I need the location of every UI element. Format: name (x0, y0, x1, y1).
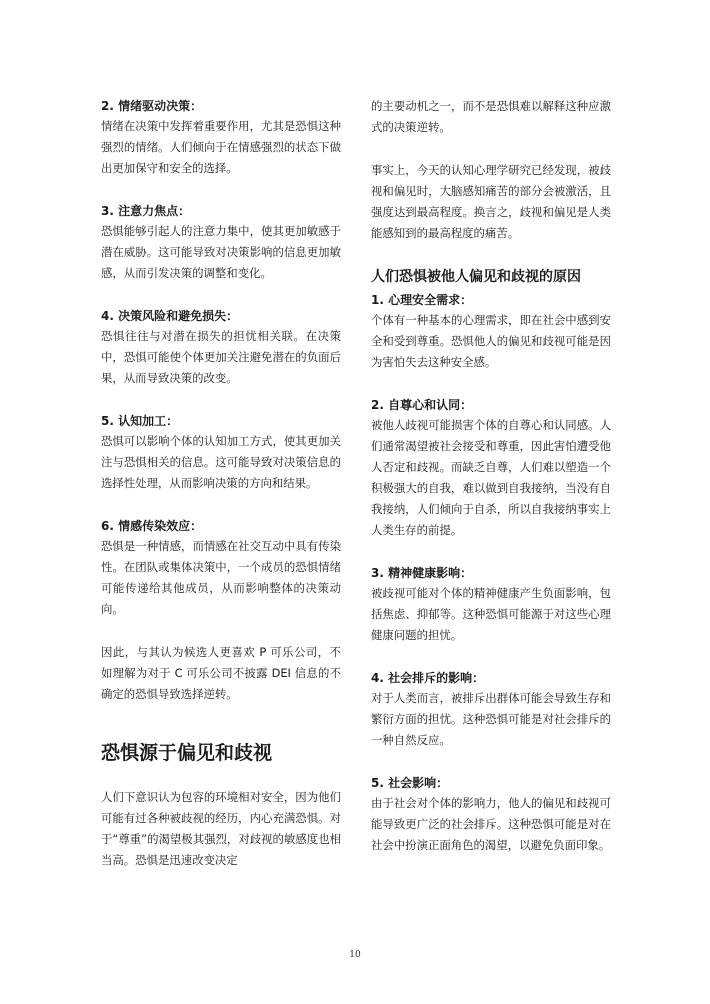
section-heading: 2. 自尊心和认同： (371, 398, 473, 412)
section-heading: 6. 情感传染效应： (101, 519, 203, 533)
section-heading: 1. 心理安全需求： (371, 293, 473, 307)
section-body: 被他人歧视可能损害个体的自尊心和认同感。人们通常渴望被社会接受和尊重，因此害怕遭受他人否定和歧视。而缺乏自尊，人们难以塑造一个积极强大的自我，难以做到自我接纳，当没有自我接纳，人们倾向于自杀，所以自我接纳事实上人类生存的前提。 (371, 418, 611, 537)
chapter-title: 恐惧源于偏见和歧视 (101, 742, 273, 764)
section-body: 恐惧能够引起人的注意力集中，使其更加敏感于潜在威胁。这可能导致对决策影响的信息更加敏感，从而引发决策的调整和变化。 (101, 224, 341, 280)
conclusion-paragraph: 因此，与其认为候选人更喜欢 P 可乐公司，不如理解为对于 C 可乐公司不披露 DEI 信息的不确定的恐惧导致选择逆转。 (101, 645, 341, 701)
right-column (371, 96, 611, 878)
section-cognitive-processing (101, 411, 341, 494)
section-self-esteem (371, 395, 611, 541)
page-number: 10 (349, 950, 361, 960)
section-social-influence (371, 773, 611, 856)
section-attention-focus (101, 201, 341, 284)
fact-paragraph: 事实上，今天的认知心理学研究已经发现，被歧视和偏见时，大脑感知痛苦的部分会被激活，且强度达到最高程度。换言之，歧视和偏见是人类能感知到的最高程度的痛苦。 (371, 163, 611, 240)
section-emotion-driven (101, 96, 341, 179)
continuation-paragraph: 的主要动机之一，而不是恐惧难以解释这种应激式的决策逆转。 (371, 99, 611, 134)
section-body: 对于人类而言，被排斥出群体可能会导致生存和繁衍方面的担忧。这种恐惧可能是对社会排斥的一种自然反应。 (371, 691, 611, 747)
section-body: 被歧视可能对个体的精神健康产生负面影响，包括焦虑、抑郁等。这种恐惧可能源于对这些心理健康问题的担忧。 (371, 586, 611, 642)
section-psychological-safety (371, 290, 611, 373)
section-risk-loss (101, 306, 341, 389)
section-heading: 3. 精神健康影响： (371, 566, 473, 580)
section-heading: 4. 决策风险和避免损失： (101, 309, 239, 323)
intro-paragraph: 人们下意识认为包容的环境相对安全，因为他们可能有过各种被歧视的经历，内心充满恐惧。对于“尊重”的渴望极其强烈，对歧视的敏感度也相当高。恐惧是迅速改变决定 (101, 790, 341, 867)
section-emotional-contagion (101, 516, 341, 620)
section-heading: 5. 认知加工： (101, 414, 179, 428)
section-body: 恐惧是一种情感，而情感在社交互动中具有传染性。在团队或集体决策中，一个成员的恐惧情绪可能传递给其他成员，从而影响整体的决策动向。 (101, 539, 341, 616)
left-column (101, 96, 341, 893)
section-body: 由于社会对个体的影响力，他人的偏见和歧视可能导致更广泛的社会排斥。这种恐惧可能是对在社会中扮演正面角色的渴望，以避免负面印象。 (371, 796, 611, 852)
section-heading: 5. 社会影响： (371, 776, 449, 790)
section-heading: 2. 情绪驱动决策： (101, 99, 203, 113)
section-heading: 3. 注意力焦点： (101, 204, 191, 218)
section-body: 恐惧可以影响个体的认知加工方式，使其更加关注与恐惧相关的信息。这可能导致对决策信息的选择性处理，从而影响决策的方向和结果。 (101, 434, 341, 490)
section-body: 情绪在决策中发挥着重要作用，尤其是恐惧这种强烈的情绪。人们倾向于在情感强烈的状态下做出更加保守和安全的选择。 (101, 119, 341, 175)
section-heading: 4. 社会排斥的影响： (371, 671, 485, 685)
section-title: 人们恐惧被他人偏见和歧视的原因 (371, 269, 581, 285)
section-social-exclusion (371, 668, 611, 751)
section-mental-health (371, 563, 611, 646)
section-body: 恐惧往往与对潜在损失的担忧相关联。在决策中，恐惧可能使个体更加关注避免潜在的负面后果，从而导致决策的改变。 (101, 329, 341, 385)
section-body: 个体有一种基本的心理需求，即在社会中感到安全和受到尊重。恐惧他人的偏见和歧视可能是因为害怕失去这种安全感。 (371, 313, 611, 369)
